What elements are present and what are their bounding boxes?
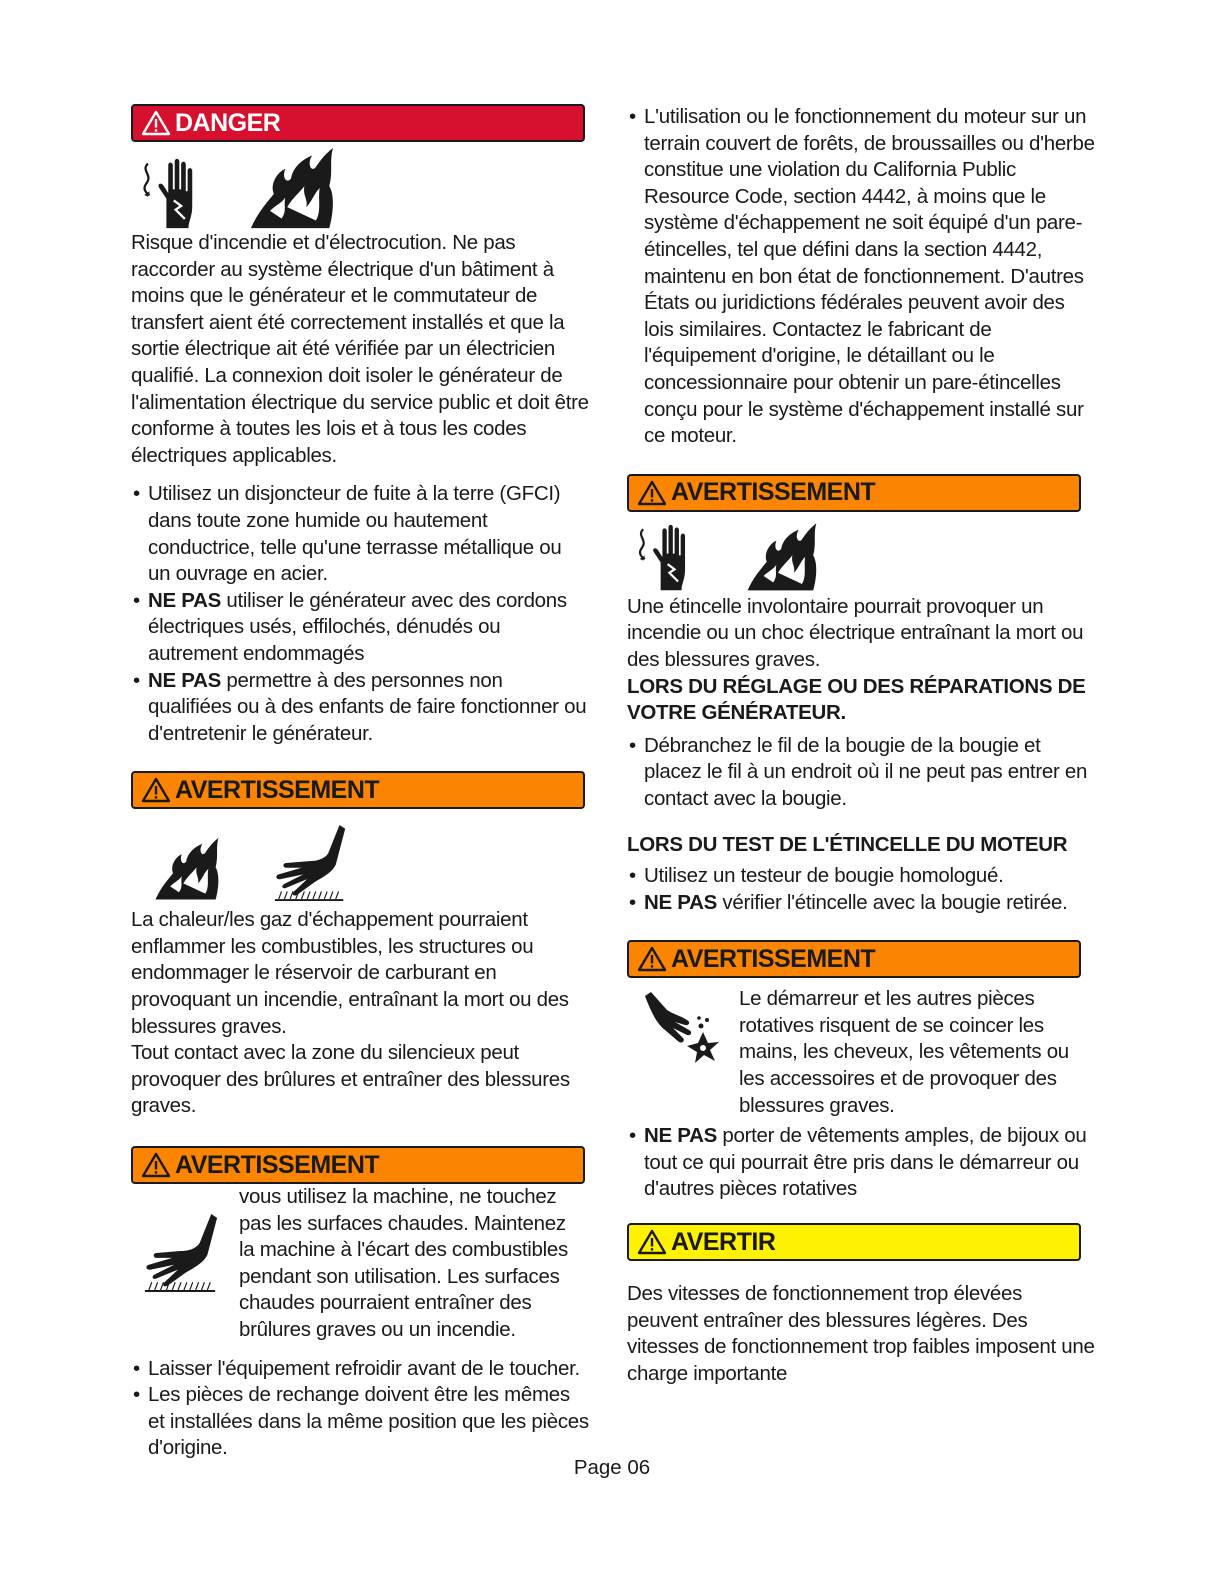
list-item: • Utilisez un testeur de bougie homologué. (627, 863, 1095, 890)
danger-pictograms (131, 142, 589, 230)
danger-banner (131, 104, 585, 142)
electric-shock-icon (137, 158, 205, 230)
caution-text: Des vitesses de fonctionnement trop élevées peuvent entraîner des blessures légères. Des vitesses de fonctionnement trop faibles imposent une charge importante (627, 1282, 1095, 1385)
danger-bullets (131, 481, 589, 747)
alert-triangle-icon (637, 1229, 667, 1255)
list-item: • L'utilisation ou le fonctionnement du moteur sur un terrain couvert de forêts, de broussailles ou d'herbe constitue une violation du California Public Resource Code, section 4442, à moins que le système d'échappement ne soit équipé d'un pare-étincelles, tel que défini dans la section 4442, maintenu en bon état de fonctionnement. D'autres États ou juridictions fédérales peuvent avoir des lois similaires. Contactez le fabricant de l'équipement d'origine, le détaillant ou le concessionnaire pour obtenir un pare-étincelles conçu pour le système d'échappement installé sur ce moteur. (627, 104, 1095, 450)
hot-surface-icon (271, 825, 351, 901)
spark-pictograms (627, 512, 1095, 592)
hot-surface-bullets (131, 1356, 589, 1462)
warning-label: AVERTISSEMENT (175, 775, 380, 804)
hot-surface-pictogram (131, 1184, 239, 1344)
warning-label: AVERTISSEMENT (671, 478, 876, 507)
fire-icon (247, 144, 337, 230)
emphasis: NE PAS (148, 668, 222, 692)
hot-surface-icon (143, 1214, 221, 1292)
warning-banner-hot-surface (131, 1146, 585, 1184)
muffler-text: Tout contact avec la zone du silencieux peut provoquer des brûlures et entraîner des blessures graves. (131, 1041, 570, 1118)
warning-label: AVERTISSEMENT (175, 1150, 380, 1179)
repair-heading: LORS DU RÉGLAGE OU DES RÉPARATIONS DE VOTRE GÉNÉRATEUR. (627, 674, 1086, 725)
right-column (627, 104, 1095, 1387)
heat-pictograms (131, 809, 589, 901)
list-item (131, 588, 589, 668)
emphasis: NE PAS (148, 588, 222, 612)
page-number: Page 06 (573, 1456, 651, 1479)
list-item-text: porter de vêtements amples, de bijoux ou tout ce qui pourrait être pris dans le démarreur ou d'autres pièces rotatives (644, 1124, 1087, 1201)
list-item (627, 890, 1095, 917)
hot-surface-section (131, 1184, 589, 1344)
entanglement-pictogram (627, 986, 739, 1119)
alert-triangle-icon (141, 1152, 171, 1178)
caution-banner (627, 1223, 1081, 1261)
list-item: • Utilisez un disjoncteur de fuite à la terre (GFCI) dans toute zone humide ou hautement conductrice, telle qu'une terrasse métallique ou un ouvrage en acier. (131, 481, 589, 587)
entanglement-text: Le démarreur et les autres pièces rotatives risquent de se coincer les mains, les cheveux, les vêtements ou les accessoires et de provoquer des blessures graves. (739, 987, 1069, 1117)
emphasis: NE PAS (644, 890, 718, 914)
emphasis: NE PAS (644, 1124, 718, 1148)
caution-label: AVERTIR (671, 1227, 776, 1256)
warning-banner-heat (131, 771, 585, 809)
warning-banner-spark (627, 474, 1081, 512)
list-item: • Débranchez le fil de la bougie de la bougie et placez le fil à un endroit où il ne peut pas entrer en contact avec la bougie. (627, 733, 1095, 813)
alert-triangle-icon (637, 480, 667, 506)
alert-triangle-icon (141, 777, 171, 803)
left-column (131, 104, 589, 1462)
spark-test-heading: LORS DU TEST DE L'ÉTINCELLE DU MOTEUR (627, 833, 1068, 857)
entanglement-bullets (627, 1123, 1095, 1203)
fire-icon (737, 520, 827, 592)
list-item-text: vérifier l'étincelle avec la bougie retirée. (717, 890, 1068, 914)
electric-shock-icon (633, 524, 697, 592)
spark-test-bullets (627, 863, 1095, 916)
list-item: • Les pièces de rechange doivent être les mêmes et installées dans la même position que les pièces d'origine. (131, 1382, 589, 1462)
fire-icon (141, 835, 233, 901)
entanglement-icon (643, 990, 723, 1070)
entanglement-section (627, 986, 1095, 1119)
warning-banner-entanglement (627, 940, 1081, 978)
list-item (627, 1123, 1095, 1203)
danger-text: Risque d'incendie et d'électrocution. Ne pas raccorder au système électrique d'un bâtiment à moins que le générateur et le commutateur de transfert aient été correctement installés et que la sortie électrique ait été vérifiée par un électricien qualifié. La connexion doit isoler le générateur de l'alimentation électrique du service public et doit être conforme à toutes les lois et à tous les codes électriques applicables. (131, 231, 589, 467)
spark-arrester-bullets (627, 104, 1095, 450)
list-item: • Laisser l'équipement refroidir avant de le toucher. (131, 1356, 589, 1383)
hot-surface-text: vous utilisez la machine, ne touchez pas les surfaces chaudes. Maintenez la machine à l'écart des combustibles pendant son utilisation. Les surfaces chaudes pourraient entraîner des brûlures graves ou un incendie. (239, 1185, 568, 1341)
alert-triangle-icon (141, 110, 171, 136)
list-item-text: permettre à des personnes non qualifiées ou à des enfants de faire fonctionner ou d'entretenir le générateur. (148, 668, 587, 745)
heat-text: La chaleur/les gaz d'échappement pourraient enflammer les combustibles, les structures ou endommager le réservoir de carburant en provoquant un incendie, entraînant la mort ou des blessures graves. (131, 908, 569, 1038)
alert-triangle-icon (637, 946, 667, 972)
warning-label: AVERTISSEMENT (671, 944, 876, 973)
danger-label: DANGER (175, 108, 281, 137)
repair-bullets (627, 733, 1095, 813)
list-item (131, 668, 589, 748)
list-item-text: utiliser le générateur avec des cordons électriques usés, effilochés, dénudés ou autrement endommagés (148, 588, 567, 665)
spark-text: Une étincelle involontaire pourrait provoquer un incendie ou un choc électrique entraînant la mort ou des blessures graves. (627, 594, 1084, 671)
